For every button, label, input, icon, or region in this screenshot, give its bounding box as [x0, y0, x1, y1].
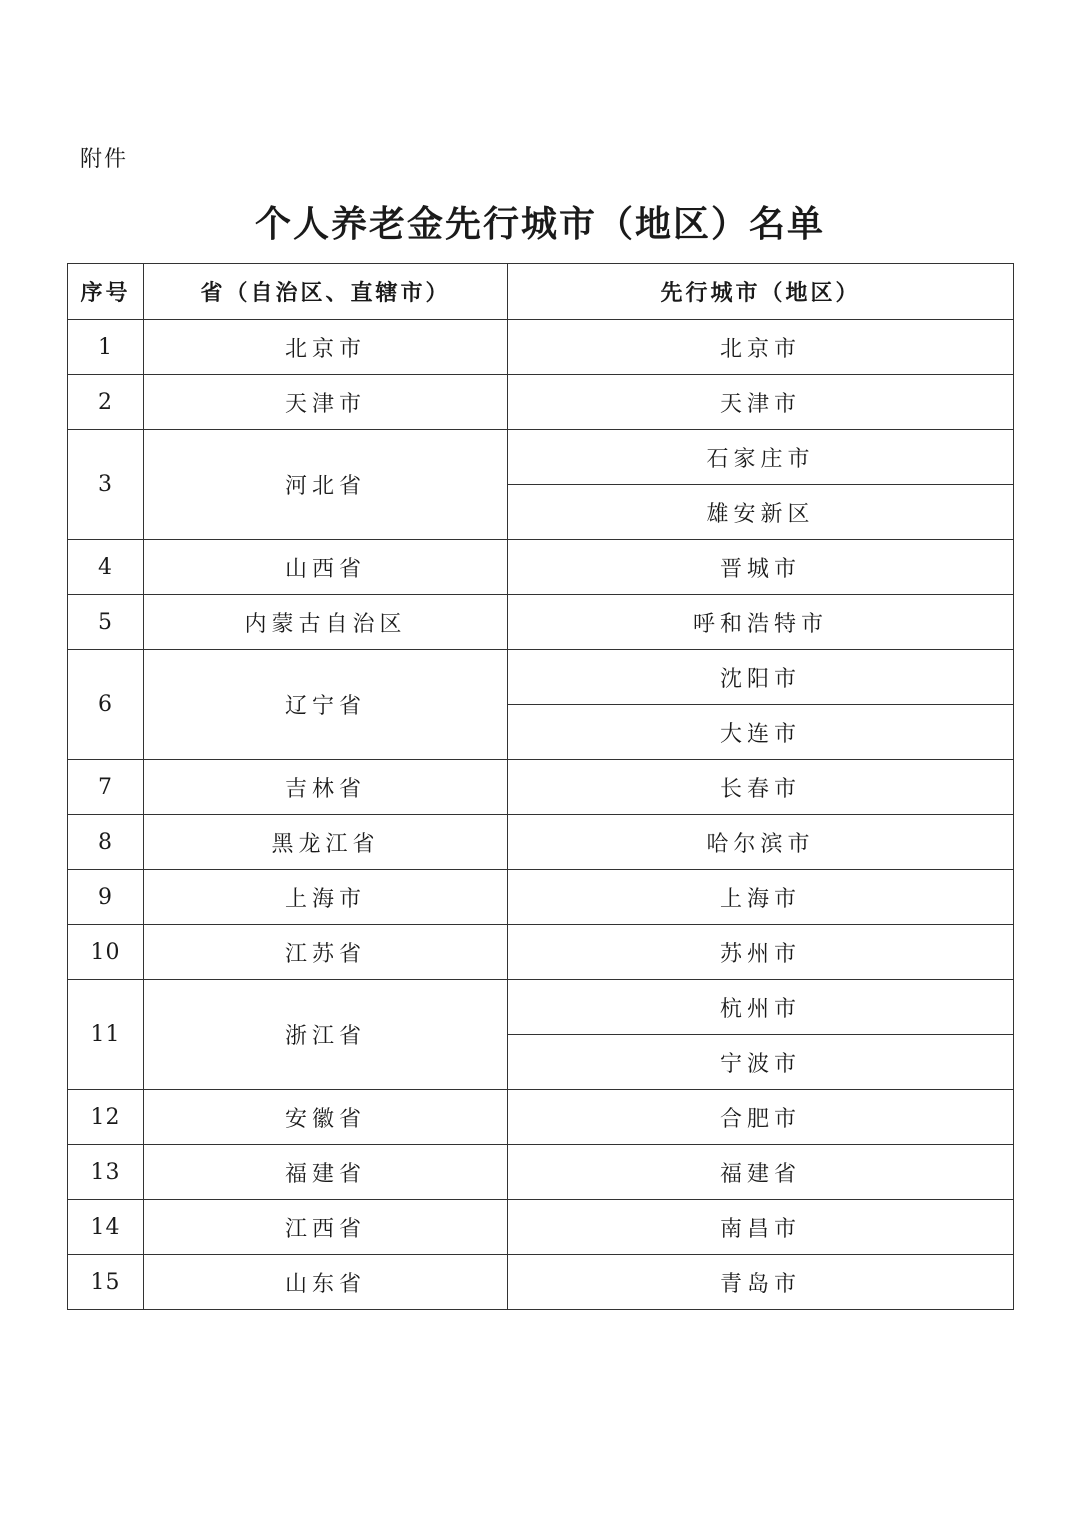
pilot-city-cell: 上海市: [508, 870, 1014, 925]
province-cell: 黑龙江省: [144, 815, 508, 870]
province-cell: 山西省: [144, 540, 508, 595]
pilot-city-cell: 晋城市: [508, 540, 1014, 595]
table-row: [68, 540, 1014, 595]
serial-number-cell: 3: [68, 430, 144, 540]
province-cell: 北京市: [144, 320, 508, 375]
pilot-city-cell: 天津市: [508, 375, 1014, 430]
table-row: [68, 870, 1014, 925]
table-header: [68, 264, 1014, 320]
province-cell: 浙江省: [144, 980, 508, 1090]
table-row: [68, 1090, 1014, 1145]
province-cell: 江苏省: [144, 925, 508, 980]
table-row: [68, 1200, 1014, 1255]
serial-number-cell: 10: [68, 925, 144, 980]
header-pilot-city: 先行城市（地区）: [508, 264, 1014, 320]
pilot-city-cell: 宁波市: [508, 1035, 1014, 1090]
header-row: [68, 264, 1014, 320]
table-row: [68, 815, 1014, 870]
table-row: [68, 430, 1014, 485]
pilot-city-cell: 呼和浩特市: [508, 595, 1014, 650]
pilot-city-cell: 南昌市: [508, 1200, 1014, 1255]
table-body: [68, 320, 1014, 1310]
serial-number-cell: 4: [68, 540, 144, 595]
pilot-city-cell: 合肥市: [508, 1090, 1014, 1145]
pilot-city-cell: 青岛市: [508, 1255, 1014, 1310]
serial-number-cell: 15: [68, 1255, 144, 1310]
pilot-city-cell: 杭州市: [508, 980, 1014, 1035]
serial-number-cell: 2: [68, 375, 144, 430]
pilot-city-cell: 大连市: [508, 705, 1014, 760]
province-cell: 吉林省: [144, 760, 508, 815]
table-row: [68, 595, 1014, 650]
province-cell: 上海市: [144, 870, 508, 925]
serial-number-cell: 8: [68, 815, 144, 870]
serial-number-cell: 5: [68, 595, 144, 650]
province-cell: 安徽省: [144, 1090, 508, 1145]
province-cell: 河北省: [144, 430, 508, 540]
table-row: [68, 925, 1014, 980]
province-cell: 山东省: [144, 1255, 508, 1310]
table-row: [68, 320, 1014, 375]
serial-number-cell: 11: [68, 980, 144, 1090]
header-serial-number: 序号: [68, 264, 144, 320]
table-row: [68, 1255, 1014, 1310]
pilot-city-cell: 雄安新区: [508, 485, 1014, 540]
pilot-cities-table: [67, 263, 1014, 1310]
pilot-city-cell: 沈阳市: [508, 650, 1014, 705]
pilot-city-cell: 哈尔滨市: [508, 815, 1014, 870]
province-cell: 福建省: [144, 1145, 508, 1200]
province-cell: 天津市: [144, 375, 508, 430]
header-province: 省（自治区、直辖市）: [144, 264, 508, 320]
table-row: [68, 760, 1014, 815]
serial-number-cell: 13: [68, 1145, 144, 1200]
document-title: 个人养老金先行城市（地区）名单: [254, 203, 825, 245]
serial-number-cell: 12: [68, 1090, 144, 1145]
serial-number-cell: 7: [68, 760, 144, 815]
table-row: [68, 375, 1014, 430]
serial-number-cell: 14: [68, 1200, 144, 1255]
pilot-city-cell: 福建省: [508, 1145, 1014, 1200]
serial-number-cell: 1: [68, 320, 144, 375]
pilot-city-cell: 苏州市: [508, 925, 1014, 980]
table-row: [68, 1145, 1014, 1200]
table-row: [68, 980, 1014, 1035]
pilot-city-cell: 北京市: [508, 320, 1014, 375]
pilot-city-cell: 石家庄市: [508, 430, 1014, 485]
serial-number-cell: 6: [68, 650, 144, 760]
pilot-city-cell: 长春市: [508, 760, 1014, 815]
province-cell: 辽宁省: [144, 650, 508, 760]
serial-number-cell: 9: [68, 870, 144, 925]
province-cell: 江西省: [144, 1200, 508, 1255]
attachment-label: 附件: [80, 147, 129, 172]
table-row: [68, 650, 1014, 705]
province-cell: 内蒙古自治区: [144, 595, 508, 650]
